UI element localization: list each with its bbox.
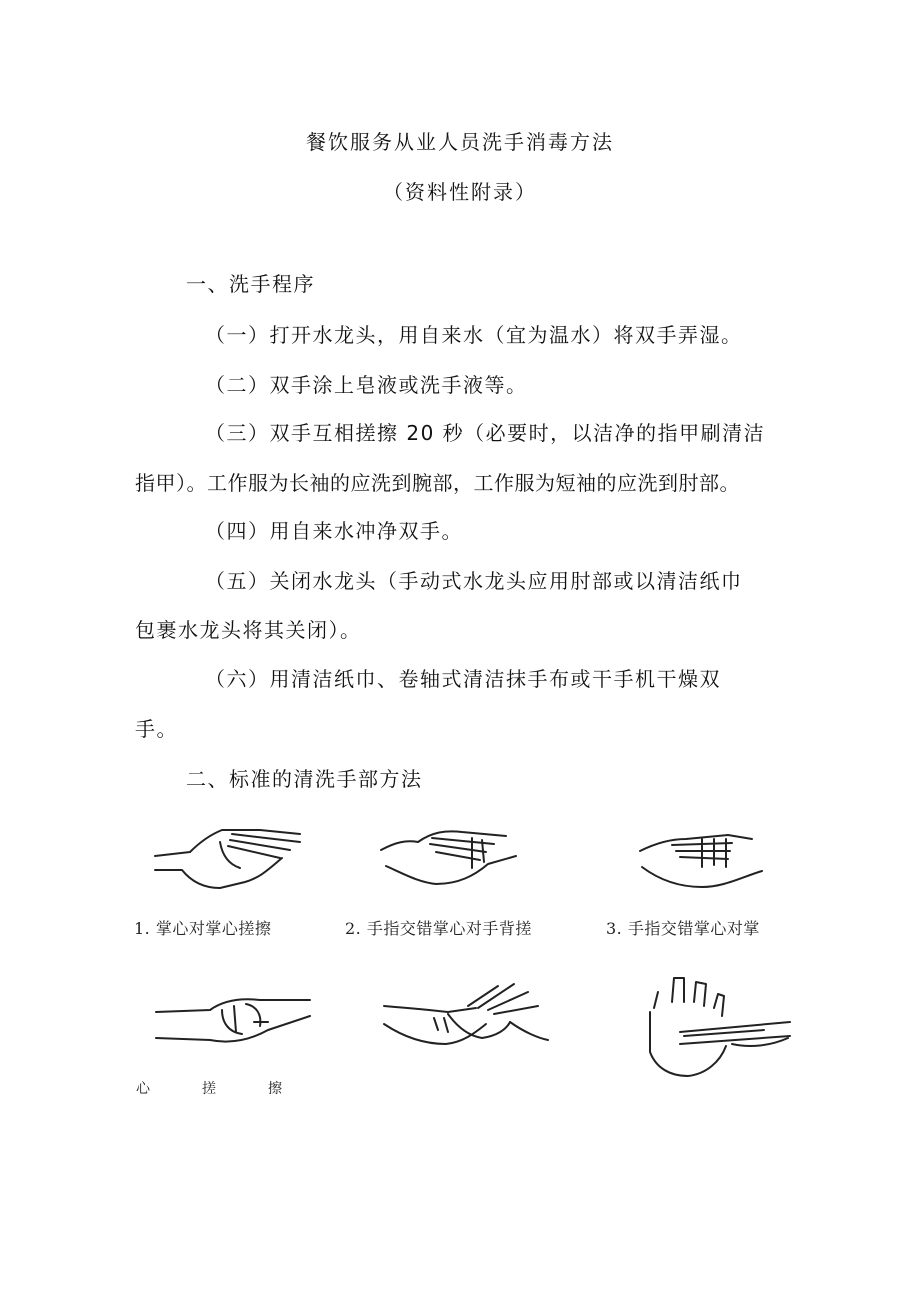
step-6-line1: （六）用清洁纸巾、卷轴式清洁抹手布或干手机干燥双	[205, 667, 721, 691]
section-heading-method: 二、标准的清洗手部方法	[186, 767, 423, 791]
figure-caption-2: 2. 手指交错掌心对手背搓	[345, 919, 532, 938]
interlocked-fingers-rub-icon	[150, 992, 320, 1052]
fingertips-in-palm-rub-icon	[640, 972, 795, 1080]
step-1: （一）打开水龙头，用自来水（宜为温水）将双手弄湿。	[205, 323, 743, 347]
figure-partial-caption-1: 心	[136, 1081, 151, 1097]
figure-caption-3: 3. 手指交错掌心对掌	[606, 919, 760, 938]
page-title: 餐饮服务从业人员洗手消毒方法	[306, 130, 614, 154]
thumb-rotational-rub-icon	[378, 978, 553, 1058]
step-3-line2: 指甲）。工作服为长袖的应洗到腕部，工作服为短袖的应洗到肘部。	[135, 471, 740, 495]
fingers-interlaced-palm-to-palm-icon	[632, 825, 772, 895]
fingers-interlaced-palm-over-back-icon	[376, 822, 526, 894]
page-subtitle: （资料性附录）	[383, 180, 537, 204]
step-6-line2: 手。	[135, 717, 178, 741]
step-5-line1: （五）关闭水龙头（手动式水龙头应用肘部或以清洁纸巾	[205, 569, 743, 593]
figure-partial-caption-2: 搓	[202, 1081, 217, 1097]
palm-to-palm-rub-icon	[150, 822, 330, 894]
section-heading-procedure: 一、洗手程序	[186, 272, 315, 296]
figure-partial-caption-3: 擦	[268, 1081, 283, 1097]
step-5-line2: 包裹水龙头将其关闭）。	[135, 618, 362, 642]
step-3-line1: （三）双手互相搓擦 20 秒（必要时，以洁净的指甲刷清洁	[205, 421, 766, 445]
step-2: （二）双手涂上皂液或洗手液等。	[205, 373, 528, 397]
figure-caption-1: 1. 掌心对掌心搓擦	[134, 919, 272, 938]
step-4: （四）用自来水冲净双手。	[205, 519, 463, 543]
